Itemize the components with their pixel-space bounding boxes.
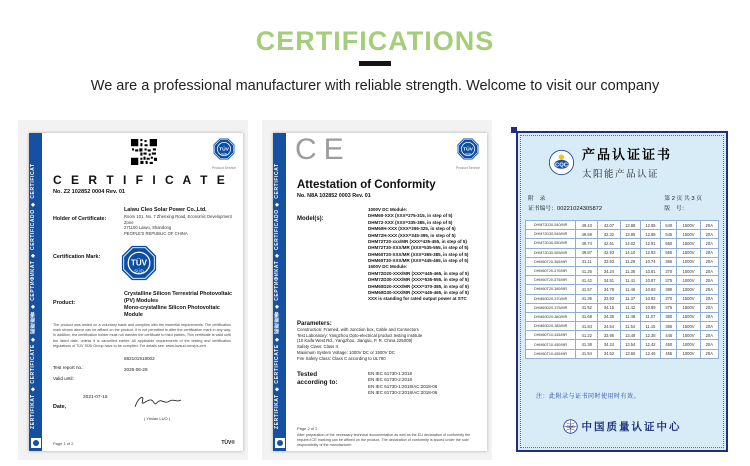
signature-icon — [129, 391, 185, 411]
attestation-certificate-image[interactable] — [262, 120, 492, 460]
model-line: DHM72D20-XXX/MR (XXX=445-465, in step of 5) — [368, 270, 469, 276]
model-line: 1500V DC Module: — [368, 264, 408, 270]
cell-vmp: 33.95 — [598, 331, 620, 340]
cell-voc: 41.22 — [576, 331, 598, 340]
tuv-logo-caption: Product Service — [212, 166, 236, 170]
certificate-number: No. Z2 102852 0004 Rev. 01 — [53, 189, 126, 195]
cell-pmax: 450 — [661, 340, 677, 349]
cell-vmp: 42.32 — [598, 230, 620, 239]
model-line: DHM60D20-XXX/MR (XXX=370-385, in step of 5) — [368, 283, 469, 289]
cell-fuse-rating: 20A — [700, 340, 718, 349]
tested-row — [297, 371, 479, 395]
footer-brand: TÜV® — [221, 440, 235, 446]
models-row — [297, 207, 479, 302]
cell-vmp: 42.61 — [598, 239, 620, 248]
cell-isc: 13.88 — [620, 221, 640, 230]
table-row — [526, 312, 719, 321]
cell-voc: 41.52 — [576, 303, 598, 312]
cell-vmp: 42.07 — [598, 221, 620, 230]
cell-system-voltage: 1500V — [677, 303, 700, 312]
tuv-sued-octagon-icon — [457, 138, 479, 160]
cell-pmax: 540 — [661, 221, 677, 230]
tuv-certificate-page — [29, 133, 243, 451]
date-label: Date, — [53, 404, 67, 410]
cell-vmp: 34.15 — [598, 303, 620, 312]
cell-pmax: 385 — [661, 322, 677, 331]
tuv-logo-caption: Product Service — [456, 166, 480, 170]
parameter-line: Maximum System Voltage: 1000V DC or 1500V DC — [297, 349, 395, 355]
cell-fuse-rating: 20A — [700, 331, 718, 340]
model-line: XXX is standing for rated output power at STC — [368, 296, 467, 302]
cell-model: DHM60D20-380/MR — [526, 312, 576, 321]
attestation-page — [273, 133, 487, 451]
holder-row — [53, 207, 235, 237]
standards-list — [368, 371, 479, 396]
table-row — [526, 230, 719, 239]
cell-pmax: 375 — [661, 276, 677, 285]
model-line: DHM60T30-XXX/MR (XXX=445-465, in step of 5) — [368, 258, 469, 263]
cell-isc: 11.29 — [620, 257, 640, 266]
page-footer: Page 2 of 2 — [297, 426, 318, 431]
model-line: DHM72T20-xxx/MR (XXX=435-455, in step of 5) — [368, 238, 467, 244]
cert-no-line: 证书编号：00221024305872 — [528, 205, 603, 212]
table-row — [526, 331, 719, 340]
cqc-footer — [518, 419, 726, 434]
cell-isc: 13.54 — [620, 340, 640, 349]
cell-model: DHM72D30-540/MR — [526, 221, 576, 230]
standard-line: EN IEC 61730-1:2018 — [368, 371, 413, 376]
cell-voc: 41.36 — [576, 294, 598, 303]
product-line: Crystalline Silicon Terrestrial Photovoltaic (PV) Modules — [124, 291, 233, 305]
cell-imp: 10.81 — [640, 266, 660, 275]
cell-fuse-rating: 20A — [700, 239, 718, 248]
cell-isc: 11.48 — [620, 312, 640, 321]
cell-model: DHM60D20-385/MR — [526, 322, 576, 331]
holder-address-line: PEOPLE'S REPUBLIC OF CHINA — [124, 231, 188, 237]
cell-fuse-rating: 20A — [700, 276, 718, 285]
cell-system-voltage: 1500V — [677, 322, 700, 331]
cell-vmp: 34.24 — [598, 340, 620, 349]
test-report-label: Test report no.: — [53, 365, 84, 370]
svg-text:CQC: CQC — [555, 162, 568, 169]
cell-pmax: 365 — [661, 257, 677, 266]
table-row — [526, 266, 719, 275]
parameter-list — [297, 327, 479, 361]
cell-voc: 49.43 — [576, 221, 598, 230]
ce-mark: CE — [295, 133, 351, 166]
holder-name: Laiwu Cleo Solar Power Co.,Ltd. — [124, 207, 207, 213]
cell-pmax: 380 — [661, 312, 677, 321]
cell-voc: 41.26 — [576, 266, 598, 275]
table-row — [526, 248, 719, 257]
cell-system-voltage: 1000V — [677, 276, 700, 285]
tuv-band-logo-icon — [275, 438, 285, 448]
cell-isc: 11.46 — [620, 285, 640, 294]
cqc-cert-number: 00221024305872 — [557, 205, 603, 212]
tuv-sued-logo — [212, 138, 236, 170]
table-row — [526, 285, 719, 294]
cell-voc: 41.11 — [576, 257, 598, 266]
cell-system-voltage: 1000V — [677, 340, 700, 349]
tuv-sued-octagon-icon — [213, 138, 235, 160]
cell-vmp: 34.78 — [598, 285, 620, 294]
cell-fuse-rating: 20A — [700, 257, 718, 266]
cqc-certificate-image[interactable] — [505, 120, 735, 460]
cell-imp: 12.91 — [640, 239, 660, 248]
cell-fuse-rating: 20A — [700, 248, 718, 257]
cell-system-voltage: 1500V — [677, 230, 700, 239]
svg-text:SÜD: SÜD — [465, 152, 471, 156]
table-row — [526, 239, 719, 248]
qr-code-icon — [131, 139, 157, 165]
cell-system-voltage: 1000V — [677, 331, 700, 340]
cqc-spec-table — [525, 220, 719, 359]
svg-text:SÜD: SÜD — [221, 152, 227, 156]
holder-address-line: 271100 Laiwu, Shandong — [124, 225, 172, 231]
cell-fuse-rating: 20A — [700, 266, 718, 275]
cell-imp: 12.46 — [640, 349, 660, 358]
parameter-line: Safety Class: Class II — [297, 344, 338, 350]
cqc-org-name: 中国质量认证中心 — [581, 421, 682, 433]
cell-voc: 41.68 — [576, 312, 598, 321]
cell-imp: 10.87 — [640, 276, 660, 285]
parameters-block — [297, 321, 479, 361]
cqc-certificate-page — [516, 131, 728, 452]
cell-model: DHM72D30-545/MR — [526, 230, 576, 239]
valid-until-row — [53, 367, 235, 385]
cell-fuse-rating: 20A — [700, 322, 718, 331]
parameters-label: Parameters: — [297, 321, 332, 327]
model-line: DHM72T30-XXX/MR (XXX=535-555, in step of 5) — [368, 245, 469, 251]
cell-isc: 13.48 — [620, 331, 640, 340]
tuv-band-logo-icon — [31, 438, 41, 448]
svg-text:CQC: CQC — [565, 425, 575, 429]
parameter-line: Fire Safety Class: Class C according to UL790 — [297, 355, 386, 361]
table-row — [526, 257, 719, 266]
cell-system-voltage: 1000V — [677, 349, 700, 358]
cell-system-voltage: 1000V — [677, 257, 700, 266]
cell-vmp: 34.51 — [598, 276, 620, 285]
cell-imp: 12.93 — [640, 248, 660, 257]
cell-model: DHM60T20-370/MR — [526, 266, 576, 275]
cell-voc: 49.74 — [576, 239, 598, 248]
cell-model: DHM60T20-375/MR — [526, 276, 576, 285]
standard-line: EN IEC 61730-1:2018/AC:2018-06 — [368, 383, 438, 389]
cell-imp: 12.88 — [640, 230, 660, 239]
page-footer: Page 1 of 2 — [53, 441, 74, 446]
cqc-subtitle: 太阳能产品认证 — [582, 169, 660, 180]
tuv-sidebar-band — [29, 133, 42, 451]
cell-fuse-rating: 20A — [700, 294, 718, 303]
cell-fuse-rating: 20A — [700, 303, 718, 312]
models-label: Model(s): — [297, 216, 324, 222]
cell-pmax: 555 — [661, 248, 677, 257]
cell-pmax: 550 — [661, 239, 677, 248]
standard-line: EN IEC 61730-2:2018 — [368, 377, 413, 383]
cell-fuse-rating: 20A — [700, 221, 718, 230]
holder-label: Holder of Certificate: — [53, 216, 107, 222]
cell-voc: 49.59 — [576, 230, 598, 239]
cell-pmax: 370 — [661, 294, 677, 303]
cell-model: DHM60T20-365/MR — [526, 257, 576, 266]
cell-system-voltage: 1500V — [677, 221, 700, 230]
cell-imp: 10.99 — [640, 303, 660, 312]
cell-fuse-rating: 20A — [700, 312, 718, 321]
cell-vmp: 34.24 — [598, 266, 620, 275]
cell-isc: 11.54 — [620, 322, 640, 331]
cell-isc: 11.37 — [620, 294, 640, 303]
model-line: 1000V DC Module: — [368, 207, 408, 212]
cell-model: DHM72D30-550/MR — [526, 239, 576, 248]
cell-voc: 41.57 — [576, 285, 598, 294]
cell-vmp: 34.52 — [598, 349, 620, 358]
attestation-number: No. N8A 102852 0003 Rev. 01 — [297, 193, 371, 199]
cell-voc: 41.84 — [576, 322, 598, 331]
tuv-sidebar-band — [273, 133, 286, 451]
section-subtitle: We are a professional manufacturer with reliable strength. Welcome to visit our company — [90, 78, 660, 94]
parameter-line: Test Laboratory: Yangzhou Opto-electrical product testing institute — [297, 332, 423, 338]
table-row — [526, 221, 719, 230]
cell-model: DHM60T10-445/MR — [526, 331, 576, 340]
model-line: DHM60T20-XXX/MR (XXX=365-385, in step of 5) — [368, 251, 469, 257]
cell-pmax: 375 — [661, 303, 677, 312]
model-line: DHM60D30-XXX/MR (XXX=445-465, in step of 5) — [368, 289, 469, 295]
product-line: Mono-crystalline Silicon Photovoltaic Module — [124, 305, 220, 319]
table-row — [526, 276, 719, 285]
model-list — [368, 207, 479, 303]
cell-model: DHM60D20-375/MR — [526, 303, 576, 312]
certification-mark-octagon-icon — [121, 245, 157, 281]
cell-vmp: 34.54 — [598, 322, 620, 331]
model-line: DHM60H-XXX (XXX=295-325, in step of 5) — [368, 226, 456, 232]
table-row — [526, 303, 719, 312]
cell-pmax: 370 — [661, 266, 677, 275]
cell-system-voltage: 1500V — [677, 248, 700, 257]
cqc-meta — [528, 195, 716, 215]
cell-imp: 11.07 — [640, 312, 660, 321]
table-row — [526, 294, 719, 303]
cell-model: DHM60T10-455/MR — [526, 349, 576, 358]
model-line: DHM72D30-XXX/MR (XXX=535-555, in step of 5) — [368, 277, 469, 283]
cell-imp: 10.92 — [640, 294, 660, 303]
cell-imp: 12.42 — [640, 340, 660, 349]
svg-text:SÜD: SÜD — [134, 268, 144, 274]
tuv-sued-logo — [456, 138, 480, 170]
page-info: 第 2 页 共 3 页 — [664, 196, 702, 202]
cell-model: DHM60D20-370/MR — [526, 294, 576, 303]
cell-voc: 41.54 — [576, 349, 598, 358]
parameter-line: (10 Kaifa West Rd., Yangzhou, Jiangsu, P. R. China 225009) — [297, 338, 413, 344]
cell-pmax: 445 — [661, 331, 677, 340]
cell-system-voltage: 1500V — [677, 239, 700, 248]
cell-isc: 14.02 — [620, 239, 640, 248]
cell-pmax: 545 — [661, 230, 677, 239]
cqc-logo-icon — [548, 149, 575, 176]
appendix-label: 附 录 — [528, 196, 546, 202]
certificate-title: C E R T I F I C A T E — [53, 173, 228, 187]
cell-vmp: 42.93 — [598, 248, 620, 257]
cell-imp: 11.15 — [640, 322, 660, 331]
cell-isc: 13.60 — [620, 349, 640, 358]
parameter-line: Construction: Framed, with Junction box, Cable and Connectors — [297, 327, 419, 332]
cell-system-voltage: 1000V — [677, 266, 700, 275]
cell-model: DHM60T10-450/MR — [526, 340, 576, 349]
cell-imp: 12.85 — [640, 221, 660, 230]
product-row — [53, 291, 235, 319]
cell-imp: 10.93 — [640, 285, 660, 294]
cell-fuse-rating: 20A — [700, 230, 718, 239]
tuv-sidebar-text: ZERTIFIKAT ◆ CERTIFICATE ◆ 認證證書 ◆ СЕРТИФИКАТ ◆ CERTIFICADO ◆ CERTIFICAT — [30, 163, 36, 429]
cell-isc: 13.95 — [620, 230, 640, 239]
svg-text:TÜV: TÜV — [219, 147, 229, 153]
cell-vmp: 33.93 — [598, 257, 620, 266]
cell-vmp: 34.35 — [598, 312, 620, 321]
cell-system-voltage: 1000V — [677, 285, 700, 294]
signature-block — [129, 391, 185, 421]
attestation-title: Attestation of Conformity — [297, 179, 436, 191]
cell-pmax: 380 — [661, 285, 677, 294]
cell-isc: 14.10 — [620, 248, 640, 257]
valid-until-label: Valid until: — [53, 376, 74, 381]
cqc-footer-logo-icon — [563, 419, 578, 434]
title-underline — [359, 61, 391, 66]
cqc-title: 产品认证证书 — [582, 147, 673, 162]
tuv-certificate-image[interactable] — [18, 120, 248, 460]
section-title: CERTIFICATIONS — [255, 26, 495, 56]
mc-footer — [297, 426, 479, 449]
standard-line: EN IEC 61730-2:2018/AC:2018-06 — [368, 389, 438, 395]
cell-model: DHM72D30-555/MR — [526, 248, 576, 257]
tested-label: Tested according to: — [297, 371, 338, 386]
cell-pmax: 455 — [661, 349, 677, 358]
legal-text: The product was tested on a voluntary basis and complies with the essential requirements. The certification mark shown above can be affixed on the product. It is not permitted to alter the certification mark in any way. In addition, the certification holder must not transfer the certificate to third parties. This certificate is valid until the listed date, unless it is cancelled earlier. All applicable requirements of the testing and certification regulations of TÜV SÜD Group have to be complied. For details see: www.tuvsud.com/ps-cert — [53, 323, 231, 348]
model-line: DHM72-XXX (XXX=335-385, in step of 5) — [368, 219, 453, 225]
cqc-meta-right — [664, 195, 702, 215]
cell-system-voltage: 1500V — [677, 294, 700, 303]
certification-mark-label: Certification Mark: — [53, 254, 101, 260]
cell-vmp: 33.93 — [598, 294, 620, 303]
svg-text:TÜV: TÜV — [463, 147, 473, 153]
cell-isc: 11.35 — [620, 266, 640, 275]
cqc-table-body — [526, 221, 719, 359]
cell-voc: 41.42 — [576, 276, 598, 285]
tuv-sidebar-text: ZERTIFIKAT ◆ CERTIFICATE ◆ 認證證書 ◆ СЕРТИФИКАТ ◆ CERTIFICADO ◆ CERTIFICAT — [274, 163, 280, 429]
table-row — [526, 322, 719, 331]
cell-voc: 49.87 — [576, 248, 598, 257]
holder-address-line: Room 101, No. 7 Zhenxing Road, Economic Development Zone — [124, 214, 232, 225]
product-label: Product: — [53, 300, 76, 306]
cell-isc: 11.41 — [620, 276, 640, 285]
date-value: 2021-07-15 — [83, 395, 108, 400]
svg-text:TÜV: TÜV — [130, 258, 148, 268]
model-line: DHM60-XXX (XXX=275-315, in step of 5) — [368, 213, 453, 219]
model-line: DHM72H-XXX (XXX=345-395, in step of 5) — [368, 232, 456, 238]
cell-imp: 12.38 — [640, 331, 660, 340]
valid-until-date: 2026-06-29 — [124, 367, 148, 372]
cell-system-voltage: 1500V — [677, 312, 700, 321]
cell-fuse-rating: 20A — [700, 349, 718, 358]
signer-name: ( Yimian LUO ) — [143, 416, 171, 421]
cqc-header — [548, 144, 672, 180]
cqc-note: 注：此附录与证书同时使用时有效。 — [536, 394, 641, 400]
cell-voc: 41.38 — [576, 340, 598, 349]
table-row — [526, 349, 719, 358]
cell-model: DHM60T20-380/MR — [526, 285, 576, 294]
test-report-number: 682101918002 — [124, 356, 155, 361]
cell-fuse-rating: 20A — [700, 285, 718, 294]
cell-isc: 11.42 — [620, 303, 640, 312]
legal-text: After preparation of the necessary technical documentation as well as the EU declaration of conformity the required CE marking can be affixed on the product. The declaration of conformity is issued under the sole responsibility of the manufacturer. — [297, 433, 471, 448]
cell-imp: 10.74 — [640, 257, 660, 266]
table-row — [526, 340, 719, 349]
batch-label: 版 号： — [664, 205, 688, 212]
